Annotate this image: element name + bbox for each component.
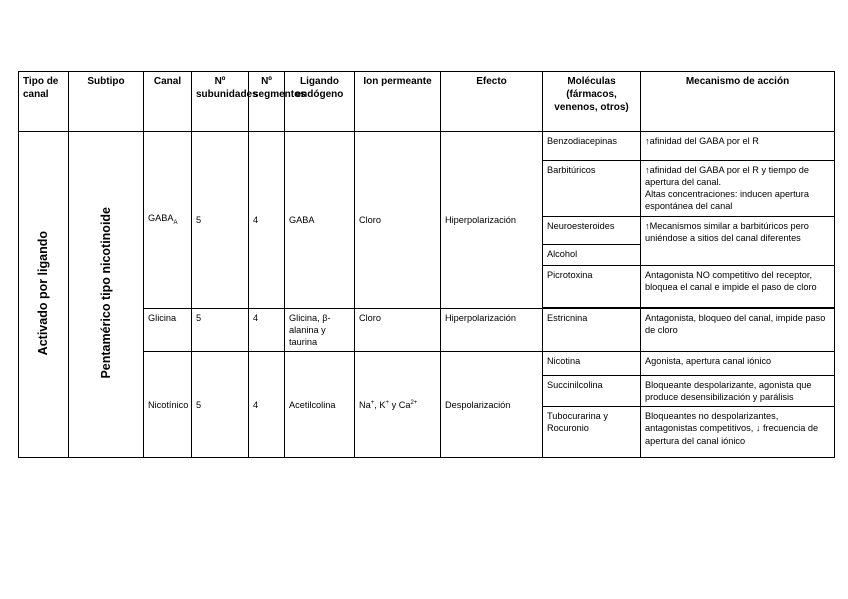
nicotinico-ligando: Acetilcolina bbox=[285, 351, 355, 457]
header-canal: Canal bbox=[144, 72, 192, 132]
gaba-ion: Cloro bbox=[355, 132, 441, 309]
mech-neuroesteroides: ↑Mecanismos similar a barbitúricos pero uniéndose a sitios del canal diferentes bbox=[641, 216, 835, 265]
mech-picrotoxina: Antagonista NO competitivo del receptor, bloquea el canal e impide el paso de cloro bbox=[641, 265, 835, 307]
molecule-barbituricos: Barbitúricos bbox=[543, 161, 641, 217]
gaba-subunidades: 5 bbox=[192, 132, 249, 309]
subtipo-label: Pentamérico tipo nicotinoide bbox=[98, 207, 113, 379]
molecule-nicotina: Nicotina bbox=[543, 351, 641, 375]
tipo-label: Activado por ligando bbox=[36, 230, 51, 356]
molecule-tubocurarina: Tubocurarina y Rocuronio bbox=[543, 407, 641, 458]
glicina-canal: Glicina bbox=[144, 308, 192, 351]
cell-tipo bbox=[19, 132, 69, 458]
molecule-alcohol: Alcohol bbox=[543, 244, 641, 265]
nicotinico-ion: Na+, K+ y $Ca^{2+}$ bbox=[355, 351, 441, 457]
mech-barbituricos: ↑afinidad del GABA por el R y tiempo de apertura del canal. Altas concentraciones: inducen apertura espontánea del canal bbox=[641, 161, 835, 217]
header-ion: Ion permeante bbox=[355, 72, 441, 132]
mech-tubocurarina: Bloqueantes no despolarizantes, antagonistas competitivos, ↓ frecuencia de apertura del canal iónico bbox=[641, 407, 835, 458]
molecule-picrotoxina: Picrotoxina bbox=[543, 265, 641, 307]
molecule-estricnina: Estricnina bbox=[543, 308, 641, 351]
gaba-efecto: Hiperpolarización bbox=[441, 132, 543, 309]
gaba-segmentos: 4 bbox=[249, 132, 285, 309]
nicotinico-subunidades: 5 bbox=[192, 351, 249, 457]
glicina-subunidades: 5 bbox=[192, 308, 249, 351]
mech-succinilcolina: Bloqueante despolarizante, agonista que produce desensibilización y parálisis bbox=[641, 375, 835, 406]
header-mecanismo: Mecanismo de acción bbox=[641, 72, 835, 132]
header-efecto: Efecto bbox=[441, 72, 543, 132]
header-tipo: Tipo de canal bbox=[19, 72, 69, 132]
mech-benzodiacepinas: ↑afinidad del GABA por el R bbox=[641, 132, 835, 161]
nicotinico-canal: Nicotínico bbox=[144, 351, 192, 457]
gaba-canal: $GABA_A$ bbox=[144, 132, 192, 309]
header-subunidades: Nº subunidades bbox=[192, 72, 249, 132]
glicina-efecto: Hiperpolarización bbox=[441, 308, 543, 351]
mech-estricnina: Antagonista, bloqueo del canal, impide paso de cloro bbox=[641, 308, 835, 351]
nicotinico-segmentos: 4 bbox=[249, 351, 285, 457]
header-moleculas: Moléculas (fármacos, venenos, otros) bbox=[543, 72, 641, 132]
glicina-ion: Cloro bbox=[355, 308, 441, 351]
header-ligando: Ligando endógeno bbox=[285, 72, 355, 132]
molecule-benzodiacepinas: Benzodiacepinas bbox=[543, 132, 641, 161]
ion-channel-table bbox=[18, 71, 835, 458]
glicina-ligando: Glicina, β-alanina y taurina bbox=[285, 308, 355, 351]
mech-nicotina: Agonista, apertura canal iónico bbox=[641, 351, 835, 375]
header-subtipo: Subtipo bbox=[69, 72, 144, 132]
molecule-neuroesteroides: Neuroesteroides bbox=[543, 216, 641, 244]
molecule-succinilcolina: Succinilcolina bbox=[543, 375, 641, 406]
glicina-segmentos: 4 bbox=[249, 308, 285, 351]
header-segmentos: Nº segmentos bbox=[249, 72, 285, 132]
gaba-ligando: GABA bbox=[285, 132, 355, 309]
nicotinico-efecto: Despolarización bbox=[441, 351, 543, 457]
cell-subtipo bbox=[69, 132, 144, 458]
